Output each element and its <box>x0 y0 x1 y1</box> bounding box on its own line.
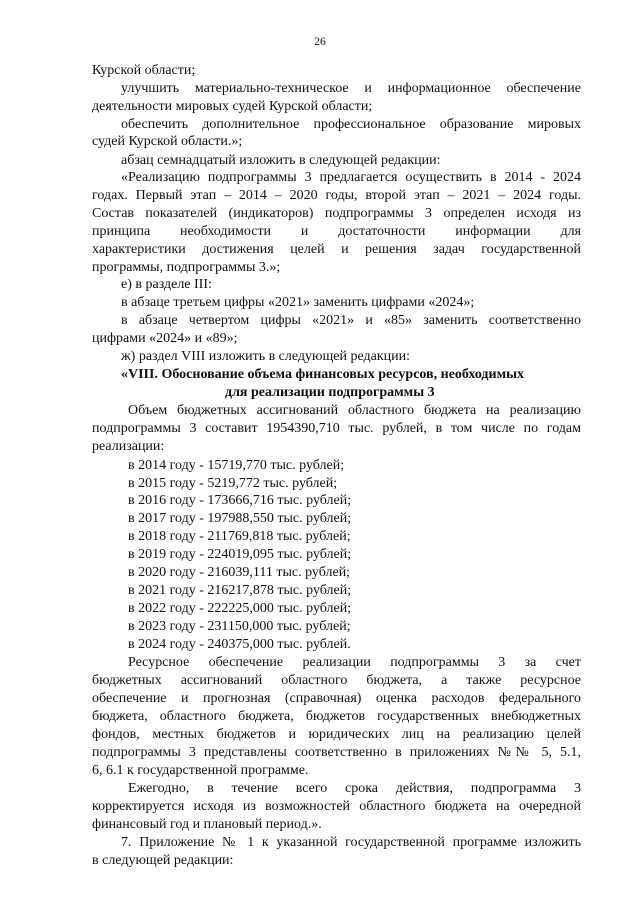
text-line: Ресурсное обеспечение реализации подпрограммы 3 за счет <box>128 655 581 670</box>
year-line: в 2022 году - 222225,000 тыс. рублей; <box>128 601 352 616</box>
year-line: в 2024 году - 240375,000 тыс. рублей. <box>128 637 351 652</box>
text-line: обеспечение и прогнозная (справочная) оценка расходов федерального <box>92 691 581 706</box>
text-line: программы, подпрограммы 3.»; <box>92 260 281 275</box>
text-line: е) в разделе III: <box>121 277 212 292</box>
text-line: обеспечить дополнительное профессиональное образование мировых <box>121 117 581 132</box>
text-line: улучшить материально-техническое и информационное обеспечение <box>121 81 581 96</box>
page-number: 26 <box>314 36 326 48</box>
text-line: абзац семнадцатый изложить в следующей редакции: <box>121 153 441 168</box>
text-line: бюджета, областного бюджета, бюджетов государственных внебюджетных <box>92 709 581 724</box>
text-line: «Реализацию подпрограммы 3 предлагается осуществить в 2014 - 2024 <box>121 170 581 185</box>
text-line: 6, 6.1 к государственной программе. <box>92 763 309 778</box>
text-line: подпрограммы 3 составит 1954390,710 тыс. рублей, в том числе по годам <box>92 421 581 436</box>
text-line: реализации: <box>92 439 165 454</box>
text-line: Курской области; <box>92 63 196 78</box>
text-line: ж) раздел VIII изложить в следующей редакции: <box>121 349 411 364</box>
year-line: в 2018 году - 211769,818 тыс. рублей; <box>128 529 351 544</box>
text-line: годах. Первый этап – 2014 – 2020 годы, второй этап – 2021 – 2024 годы. <box>92 188 581 203</box>
year-line: в 2014 году - 15719,770 тыс. рублей; <box>128 458 345 473</box>
text-line: корректируется исходя из возможностей областного бюджета на очередной <box>92 799 581 814</box>
year-line: в 2020 году - 216039,111 тыс. рублей; <box>128 565 351 580</box>
text-line: в абзаце четвертом цифры «2021» и «85» заменить соответственно <box>121 313 581 328</box>
text-line: фондов, местных бюджетов и юридических лиц на реализацию целей <box>92 727 581 742</box>
section-heading-line-1: «VIII. Обоснование объема финансовых ресурсов, необходимых <box>121 367 525 382</box>
text-line: судей Курской области.»; <box>92 134 243 149</box>
text-line: в следующей редакции: <box>92 853 234 868</box>
text-line: 7. Приложение № 1 к указанной государственной программе изложить <box>121 835 581 850</box>
text-line: Объем бюджетных ассигнований областного бюджета на реализацию <box>128 403 581 418</box>
text-line: в абзаце третьем цифры «2021» заменить цифрами «2024»; <box>121 295 475 310</box>
year-line: в 2021 году - 216217,878 тыс. рублей; <box>128 583 352 598</box>
year-line: в 2019 году - 224019,095 тыс. рублей; <box>128 547 352 562</box>
year-line: в 2017 году - 197988,550 тыс. рублей; <box>128 511 352 526</box>
text-line: деятельности мировых судей Курской области; <box>92 99 373 114</box>
text-line: Ежегодно, в течение всего срока действия, подпрограмма 3 <box>128 781 581 796</box>
year-line: в 2015 году - 5219,772 тыс. рублей; <box>128 476 338 491</box>
text-line: бюджетных ассигнований областного бюджета, а также ресурсное <box>92 673 581 688</box>
text-line: Состав показателей (индикаторов) подпрограммы 3 определен исходя из <box>92 206 581 221</box>
section-heading-line-2: для реализации подпрограммы 3 <box>225 385 435 400</box>
year-line: в 2023 году - 231150,000 тыс. рублей; <box>128 619 351 634</box>
text-line: финансовый год и плановый период.». <box>92 817 322 832</box>
text-line: цифрами «2024» и «89»; <box>92 331 238 346</box>
text-line: подпрограммы 3 представлены соответственно в приложениях №№ 5, 5.1, <box>92 745 581 760</box>
year-line: в 2016 году - 173666,716 тыс. рублей; <box>128 493 352 508</box>
text-line: принципа необходимости и достаточности информации для <box>92 224 581 239</box>
text-line: характеристики достижения целей и решения задач государственной <box>92 242 581 257</box>
